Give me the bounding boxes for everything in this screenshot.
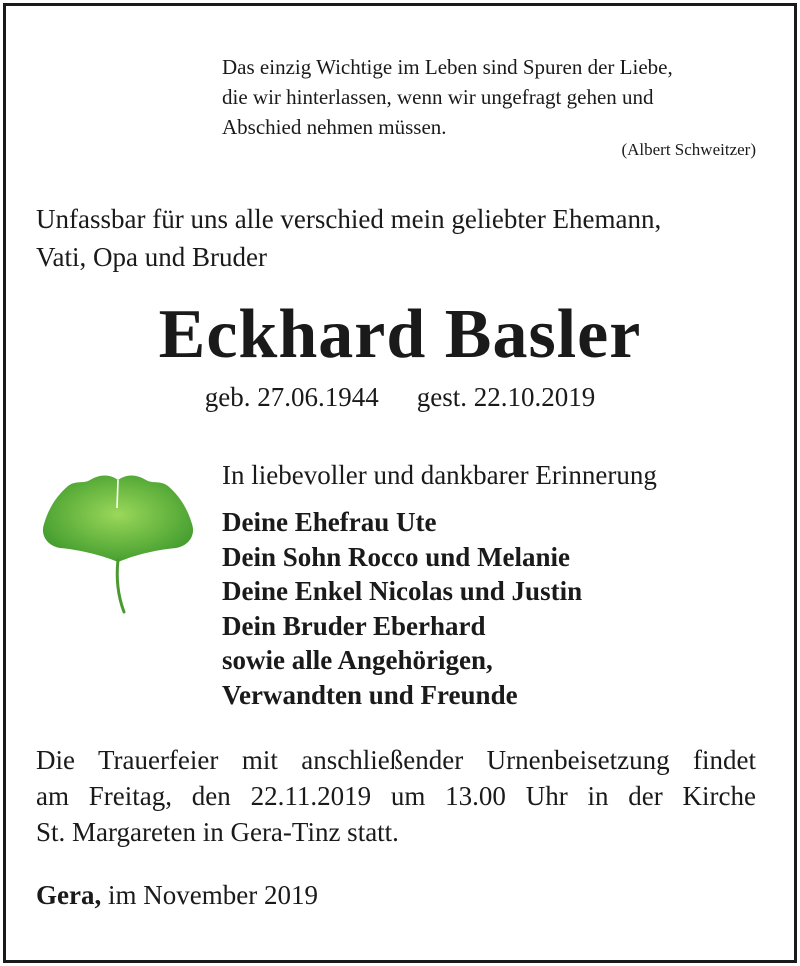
ceremony-line: St. Margareten in Gera-Tinz statt. (36, 817, 399, 847)
birth-date: geb. 27.06.1944 (204, 382, 379, 412)
motto-line: Das einzig Wichtige im Leben sind Spuren der Liebe, (222, 55, 673, 79)
ginkgo-leaf-icon (38, 470, 198, 615)
motto-line: die wir hinterlassen, wenn wir ungefragt gehen und (222, 85, 654, 109)
ceremony-line: am Freitag, den 22.11.2019 um 13.00 Uhr in der Kirche (36, 781, 756, 811)
intro-line: Vati, Opa und Bruder (36, 242, 267, 272)
death-date: gest. 22.10.2019 (416, 382, 596, 412)
motto-line: Abschied nehmen müssen. (222, 115, 447, 139)
ceremony-line: Die Trauerfeier mit anschließender Urnenbeisetzung findet (36, 745, 756, 775)
leaf-notch (117, 480, 118, 508)
leaf-stem (117, 560, 124, 612)
mourner-line: Dein Sohn Rocco und Melanie (222, 541, 571, 572)
motto-source: (Albert Schweitzer) (621, 140, 756, 159)
intro-line: Unfassbar für uns alle verschied mein geliebter Ehemann, (36, 204, 662, 234)
mourner-line: Dein Bruder Eberhard (222, 610, 486, 641)
place-month: im November 2019 (107, 880, 318, 910)
mourner-line: Deine Enkel Nicolas und Justin (222, 576, 583, 606)
place-date (36, 880, 318, 911)
ceremony-info (36, 742, 756, 850)
mourner-line: Deine Ehefrau Ute (222, 507, 437, 537)
deceased-name: Eckhard Basler (158, 296, 642, 373)
mourner-line: sowie alle Angehörigen, (222, 645, 493, 675)
place-city: Gera, (36, 880, 102, 910)
mourners-list (222, 505, 582, 712)
intro-text (36, 200, 661, 276)
mourner-line: Verwandten und Freunde (222, 679, 518, 710)
motto-quote (222, 52, 673, 142)
life-dates (0, 382, 800, 413)
memory-line: In liebevoller und dankbarer Erinnerung (222, 460, 657, 490)
